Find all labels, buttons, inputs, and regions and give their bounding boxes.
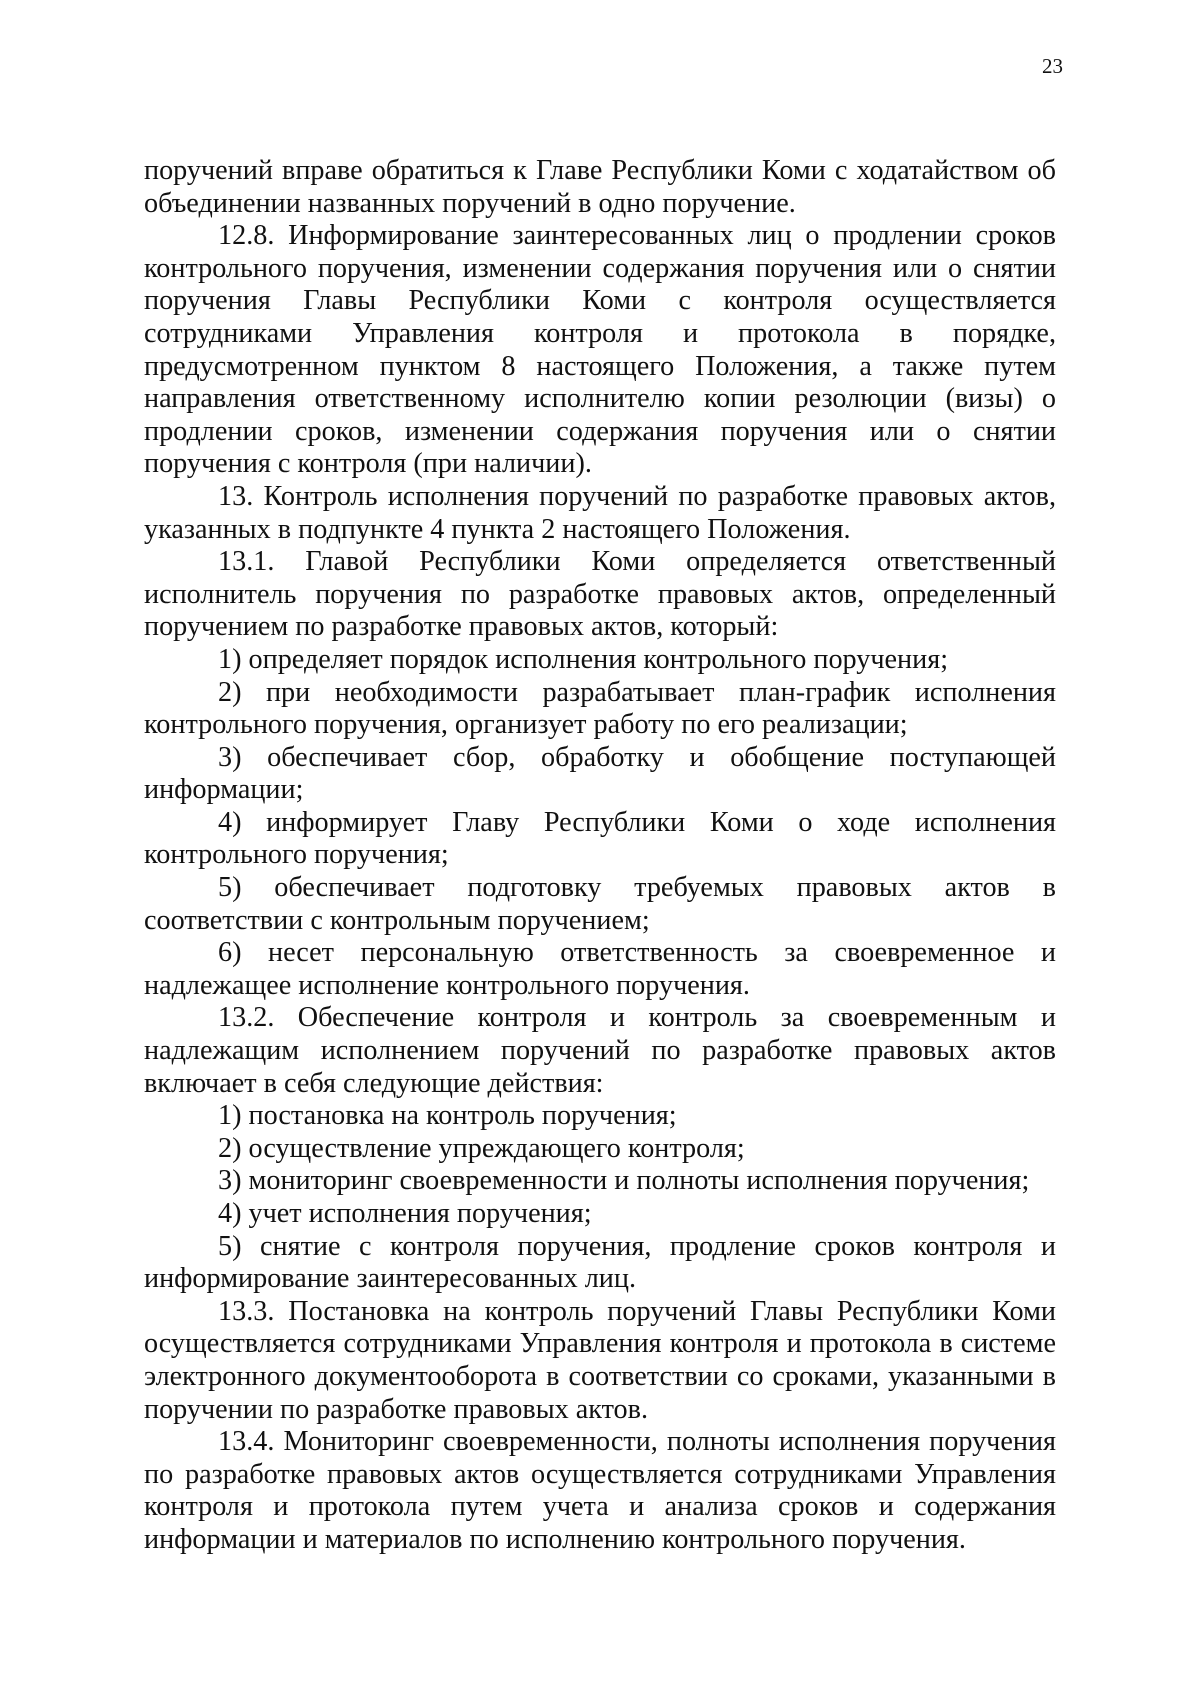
paragraph-12-8: 12.8. Информирование заинтересованных лиц о продлении сроков контрольного поручения, изменении содержания поручения или о снятии поручения Главы Республики Коми с контроля осуществляется сотрудниками Управления контроля и протокола в порядке, предусмотренном пунктом 8 настоящего Положения, а также путем направления ответственному исполнителю копии резолюции (визы) о продлении сроков, изменении содержания поручения или о снятии поручения с контроля (при наличии). [144, 220, 1056, 480]
list-item-13-2-3: 3) мониторинг своевременности и полноты исполнения поручения; [218, 1165, 1030, 1197]
list-item-13-2-2: 2) осуществление упреждающего контроля; [218, 1132, 745, 1164]
list-item-13-2-1: 1) постановка на контроль поручения; [218, 1100, 677, 1132]
list-item-13-1-6: 6) несет персональную ответственность за своевременное и надлежащее исполнение контрольного поручения. [144, 937, 1056, 1001]
page-number: 23 [1042, 54, 1063, 78]
paragraph-13-1: 13.1. Главой Республики Коми определяется ответственный исполнитель поручения по разработке правовых актов, определенный поручением по разработке правовых актов, который: [144, 546, 1056, 643]
paragraph-13: 13. Контроль исполнения поручений по разработке правовых актов, указанных в подпункте 4 пункта 2 настоящего Положения. [144, 480, 1056, 545]
paragraph-13-2: 13.2. Обеспечение контроля и контроль за своевременным и надлежащим исполнением поручений по разработке правовых актов включает в себя следующие действия: [144, 1002, 1056, 1099]
list-item-13-1-5: 5) обеспечивает подготовку требуемых правовых актов в соответствии с контрольным поручением; [144, 872, 1056, 936]
list-item-13-1-4: 4) информирует Главу Республики Коми о ходе исполнения контрольного поручения; [144, 806, 1056, 871]
paragraph-13-3: 13.3. Постановка на контроль поручений Главы Республики Коми осуществляется сотрудниками Управления контроля и протокола в системе электронного документооборота в соответствии со сроками, указанными в поручении по разработке правовых актов. [144, 1295, 1056, 1425]
list-item-13-1-1: 1) определяет порядок исполнения контрольного поручения; [218, 643, 949, 675]
list-item-13-2-5: 5) снятие с контроля поручения, продление сроков контроля и информирование заинтересованных лиц. [144, 1230, 1056, 1295]
paragraph-continuation: поручений вправе обратиться к Главе Республики Коми с ходатайством об объединении названных поручений в одно поручение. [144, 155, 1056, 219]
list-item-13-1-2: 2) при необходимости разрабатывает план-график исполнения контрольного поручения, организует работу по его реализации; [144, 676, 1056, 741]
document-body [144, 155, 1056, 1557]
list-item-13-1-3: 3) обеспечивает сбор, обработку и обобщение поступающей информации; [144, 741, 1056, 806]
list-item-13-2-4: 4) учет исполнения поручения; [218, 1198, 592, 1229]
paragraph-13-4: 13.4. Мониторинг своевременности, полноты исполнения поручения по разработке правовых актов осуществляется сотрудниками Управления контроля и протокола путем учета и анализа сроков и содержания информации и материалов по исполнению контрольного поручения. [144, 1426, 1056, 1555]
